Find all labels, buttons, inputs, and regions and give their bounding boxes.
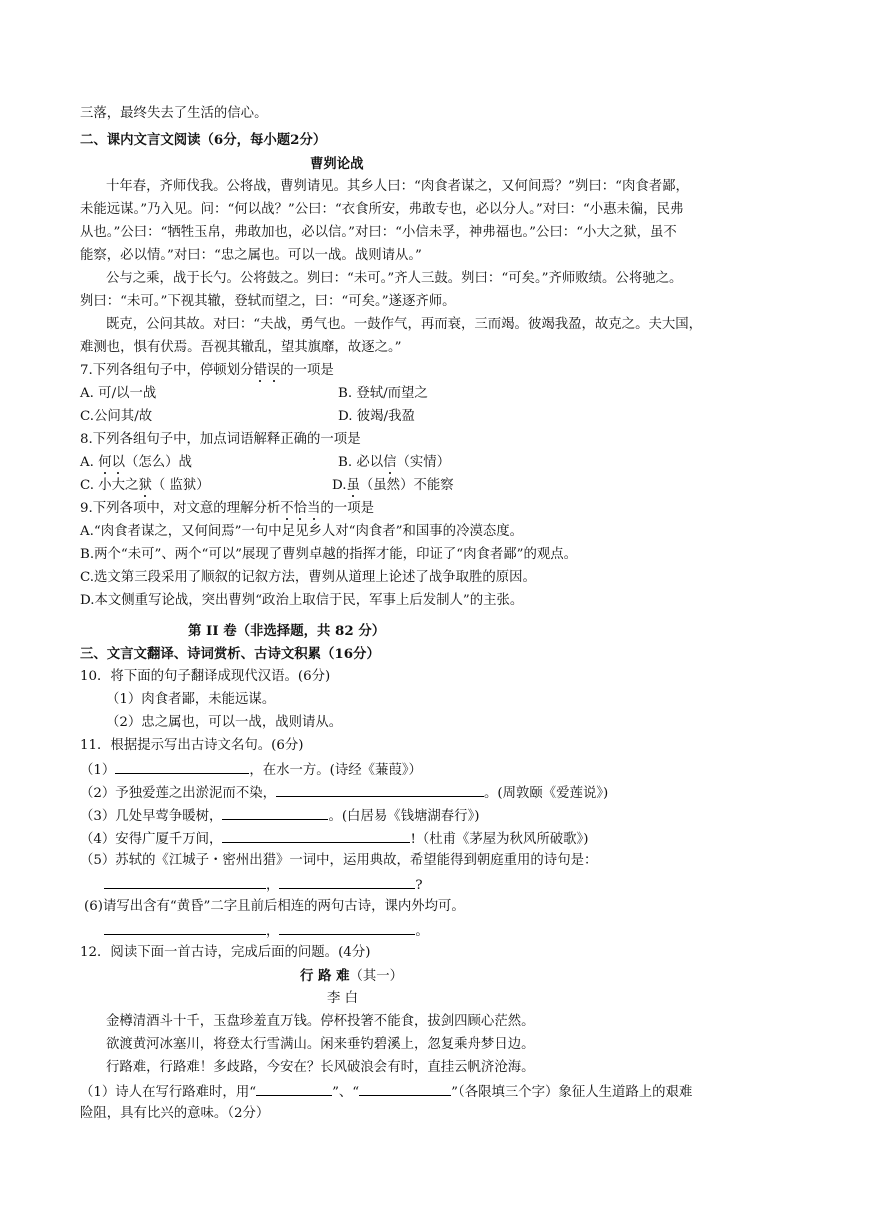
q8-b-gloss: （实情） bbox=[396, 455, 451, 470]
passage-p1-line3: 从也。”公曰：“牺牲玉帛，弗敢加也，必以信。”对曰：“小信未孚，神弗福也。”公曰：“小大之狱，虽不 bbox=[80, 225, 677, 240]
poem-subtitle: （其一） bbox=[349, 969, 404, 984]
q7-stem-b: 的一项是 bbox=[280, 363, 334, 378]
q8-option-d bbox=[332, 477, 454, 495]
answer-blank[interactable] bbox=[222, 829, 410, 843]
q8-c-gloss: （ 监狱） bbox=[151, 478, 210, 493]
q11-l4-suffix: !（杜甫《茅屋为秋风所破歌》) bbox=[410, 832, 589, 847]
section2-heading: 二、课内文言文阅读（6分，每小题2分） bbox=[80, 132, 327, 148]
passage-p3-line1: 既克，公问其故。对曰：“夫战，勇气也。一鼓作气，再而衰，三而竭。彼竭我盈，故克之。夫大国， bbox=[106, 317, 703, 332]
question-11-stem: 11．根据提示写出古诗文名句。(6分) bbox=[80, 738, 304, 753]
q9-option-b: B.两个“未可”、两个“可以”展现了曹刿卓越的指挥才能，印证了“肉食者鄙”的观点。 bbox=[80, 547, 578, 562]
poem-verse-2: 欲渡黄河冰塞川，将登太行雪满山。闲来垂钓碧溪上，忽复乘舟梦日边。 bbox=[106, 1037, 535, 1052]
q12-sub-1 bbox=[80, 1082, 692, 1102]
q11-l5-separator: ， bbox=[266, 878, 280, 893]
answer-blank[interactable] bbox=[279, 921, 415, 935]
q11-l2-prefix: （2）予独爱莲之出淤泥而不染， bbox=[80, 786, 276, 801]
q8-a-emph: 以 bbox=[111, 455, 125, 470]
q8-d-gloss: （虽然）不能察 bbox=[359, 478, 454, 493]
passage-p1-line1: 十年春，齐师伐我。公将战，曹刿请见。其乡人曰：“肉食者谋之，又何间焉？”刿曰：“肉食者鄙， bbox=[106, 179, 689, 194]
q7-option-b: B. 登轼/而望之 bbox=[338, 386, 428, 401]
question-12-stem: 12．阅读下面一首古诗，完成后面的问题。(4分) bbox=[80, 945, 371, 960]
q10-sentence-1: （1）肉食者鄙，未能远谋。 bbox=[106, 692, 276, 707]
passage-p2-line1: 公与之乘，战于长勺。公将鼓之。刿曰：“未可。”齐人三鼓。刿曰：“可矣。”齐师败绩。公将驰之。 bbox=[106, 271, 683, 286]
q11-l3-prefix: （3）几处早莺争暖树， bbox=[80, 809, 223, 824]
question-7-stem bbox=[80, 362, 334, 380]
answer-blank[interactable] bbox=[256, 1082, 332, 1096]
q11-line-3 bbox=[80, 806, 479, 826]
q8-a-emph: 何 bbox=[98, 455, 112, 470]
passage-p1-line4: 能察，必以情。”对曰：“忠之属也。可以一战。战则请从。” bbox=[80, 248, 422, 263]
q12-sub-1-cont: 险阻，具有比兴的意味。（2分） bbox=[80, 1106, 270, 1121]
q8-d-prefix: D. bbox=[332, 478, 347, 493]
q8-a-gloss: （怎么）战 bbox=[124, 455, 192, 470]
q7-emph-char: 错 bbox=[253, 363, 267, 378]
q8-d-emph: 虽 bbox=[346, 478, 360, 493]
q12-sub1-part-c: ”（各限填三个字）象征人生道路上的艰难 bbox=[451, 1085, 693, 1100]
answer-blank[interactable] bbox=[115, 760, 249, 774]
q11-l6-end: 。 bbox=[415, 924, 429, 939]
poem-title-text: 行 路 难 bbox=[300, 968, 350, 984]
question-10-stem: 10．将下面的句子翻译成现代汉语。(6分) bbox=[80, 669, 331, 684]
q11-line-2 bbox=[80, 783, 608, 803]
answer-blank[interactable] bbox=[276, 783, 484, 797]
q12-sub1-part-b: ”、“ bbox=[332, 1085, 360, 1100]
q9-option-c: C.选文第三段采用了顺叙的记叙方法，曹刿从道理上论述了战争取胜的原因。 bbox=[80, 570, 536, 585]
poem-verse-3: 行路难，行路难！多歧路，今安在？长风破浪会有时，直挂云帆济沧海。 bbox=[106, 1060, 535, 1075]
poem-verse-1: 金樽清酒斗十千，玉盘珍羞直万钱。停杯投箸不能食，拔剑四顾心茫然。 bbox=[106, 1014, 535, 1029]
q8-a-prefix: A. bbox=[80, 455, 99, 470]
answer-blank[interactable] bbox=[279, 875, 415, 889]
q8-option-b bbox=[338, 454, 450, 472]
q7-option-a: A. 可/以一战 bbox=[80, 386, 157, 401]
answer-blank[interactable] bbox=[104, 875, 266, 889]
answer-blank[interactable] bbox=[359, 1082, 451, 1096]
section3-heading: 三、文言文翻译、诗词赏析、古诗文积累（16分） bbox=[80, 646, 380, 662]
q11-line-1 bbox=[80, 760, 422, 780]
q9-emph-char: 当 bbox=[307, 501, 321, 516]
q11-l6-separator: ， bbox=[266, 924, 280, 939]
passage-p1-line2: 未能远谋。”乃入见。问：“何以战？”公曰：“衣食所安，弗敢专也，必以分人。”对曰：“小惠未徧，民弗 bbox=[80, 202, 684, 217]
q9-emph-char: 不 bbox=[280, 501, 294, 516]
q8-b-prefix: B. 必以 bbox=[338, 455, 384, 470]
q11-l4-prefix: （4）安得广厦千万间， bbox=[80, 832, 223, 847]
question-8-stem: 8.下列各组句子中，加点词语解释正确的一项是 bbox=[80, 432, 361, 447]
q11-l5-end: ? bbox=[415, 878, 423, 893]
q9-stem-a: 9.下列各项中，对文意的理解分析 bbox=[80, 501, 281, 516]
q11-line-4 bbox=[80, 829, 588, 849]
q11-line-6-answers bbox=[104, 921, 429, 941]
q11-line-6: (6)请写出含有“黄昏”二字且前后相连的两句古诗，课内外均可。 bbox=[84, 899, 465, 914]
answer-blank[interactable] bbox=[222, 806, 328, 820]
q8-option-a bbox=[80, 454, 192, 472]
q8-option-c bbox=[80, 477, 210, 495]
q7-stem-a: 7.下列各组句子中，停顿划分 bbox=[80, 363, 254, 378]
poem-author: 李 白 bbox=[327, 991, 359, 1006]
q7-option-c: C.公问其/故 bbox=[80, 409, 153, 424]
volume2-title: 第 II 卷（非选择题，共 82 分） bbox=[188, 623, 386, 639]
q8-b-emph: 信 bbox=[383, 455, 397, 470]
q8-c-prefix: C. 小大之 bbox=[80, 478, 139, 493]
passage-title: 曹刿论战 bbox=[310, 156, 364, 172]
q9-option-d: D.本文侧重写论战，突出曹刿“政治上取信于民，军事上后发制人”的主张。 bbox=[80, 593, 524, 608]
answer-blank[interactable] bbox=[104, 921, 266, 935]
q11-l1-suffix: ，在水一方。(诗经《蒹葭》） bbox=[249, 763, 422, 778]
q10-sentence-2: （2）忠之属也，可以一战，战则请从。 bbox=[106, 715, 343, 730]
q11-line-5-answers bbox=[104, 875, 423, 895]
q11-l1-prefix: （1） bbox=[80, 763, 116, 778]
q9-stem-b: 的一项是 bbox=[320, 501, 374, 516]
q11-l2-suffix: 。(周敦颐《爱莲说》) bbox=[484, 786, 609, 801]
poem-title bbox=[300, 967, 403, 986]
q7-emph-char: 误 bbox=[266, 363, 281, 378]
question-9-stem bbox=[80, 500, 374, 518]
q7-option-d: D. 彼竭/我盈 bbox=[338, 409, 415, 424]
q11-l3-suffix: 。(白居易《钱塘湖春行》) bbox=[328, 809, 480, 824]
q8-c-emph: 狱 bbox=[138, 478, 152, 493]
q9-emph-char: 恰 bbox=[293, 501, 308, 516]
passage-p3-line2: 难测也，惧有伏焉。吾视其辙乱，望其旗靡，故逐之。” bbox=[80, 340, 402, 355]
q12-sub1-part-a: （1）诗人在写行路难时，用“ bbox=[80, 1085, 257, 1100]
intro-tail-text: 三落，最终失去了生活的信心。 bbox=[80, 106, 268, 121]
passage-p2-line2: 刿曰：“未可。”下视其辙，登轼而望之，曰：“可矣。”遂逐齐师。 bbox=[80, 294, 456, 309]
q9-option-a: A.“肉食者谋之，又何间焉”一句中足见乡人对“肉食者”和国事的冷漠态度。 bbox=[80, 524, 524, 539]
q11-line-5: （5）苏轼的《江城子・密州出猎》一词中，运用典故，希望能得到朝庭重用的诗句是： bbox=[80, 853, 598, 868]
